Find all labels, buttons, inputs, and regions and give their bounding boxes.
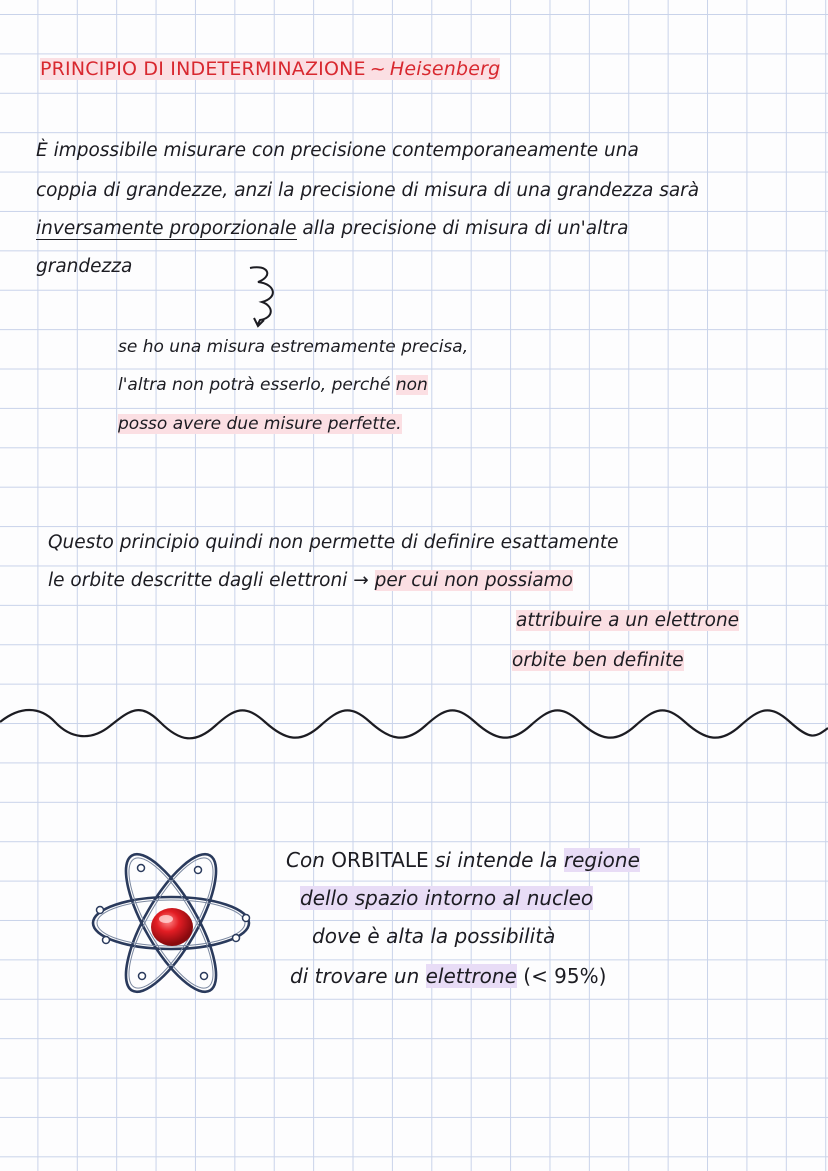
title-separator: ~ [369,58,386,80]
note-line2-a: l'altra non potrà esserlo, perché [118,375,396,395]
paragraph2-line4-text: orbite ben definite [512,650,684,671]
orbital-line4 [290,964,606,988]
paragraph1-line4: grandezza [36,256,133,277]
page-title [40,58,500,80]
orbital-line2 [300,886,593,910]
orbital-term: ORBITALE [331,848,429,872]
orbital-line4-c: (< 95%) [516,964,607,988]
orbital-line2-text: dello spazio intorno al nucleo [300,886,594,910]
paragraph2-line3-text: attribuire a un elettrone [516,610,740,631]
atom-icon [86,848,256,998]
paragraph2-line2-text: le orbite descritte dagli elettroni [48,570,348,591]
orbital-line1-a: Con [286,848,332,872]
note-highlight: non [395,375,428,395]
orbital-line3: dove è alta la possibilità [312,924,556,948]
orbital-region-highlight: regione [563,848,640,872]
electron-highlight: elettrone [425,964,517,988]
paragraph1-line3 [36,218,628,239]
paragraph2-line2 [48,570,573,591]
right-arrow-icon: → [353,570,369,591]
note-line2 [118,375,428,395]
note-line3-text: posso avere due misure perfette. [118,414,402,434]
paragraph2-highlight: per cui non possiamo [374,570,574,591]
note-line3 [118,414,402,434]
orbital-line1-c: si intende la [428,848,564,872]
squiggle-arrow-icon [240,262,290,332]
title-author: Heisenberg [389,58,501,80]
paragraph2-line4 [512,650,684,671]
paragraph1-line3-rest: alla precisione di misura di un'altra [296,218,629,239]
paragraph2-line1: Questo principio quindi non permette di definire esattamente [48,532,619,553]
orbital-line4-a: di trovare un [290,964,426,988]
wave-divider [0,700,828,750]
paragraph1-line1: È impossibile misurare con precisione contemporaneamente una [36,140,639,161]
underlined-term: inversamente proporzionale [36,218,297,239]
orbital-line1 [286,848,640,872]
paragraph2-line3 [516,610,739,631]
paragraph1-line2: coppia di grandezze, anzi la precisione di misura di una grandezza sarà [36,180,700,201]
title-main: PRINCIPIO DI INDETERMINAZIONE [40,58,366,80]
note-line1: se ho una misura estremamente precisa, [118,337,469,357]
